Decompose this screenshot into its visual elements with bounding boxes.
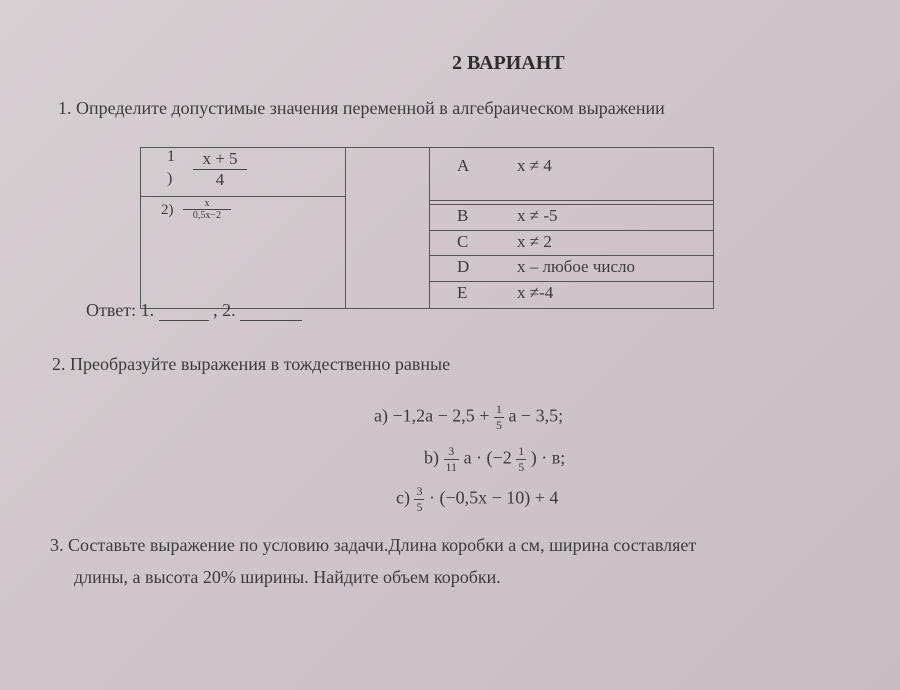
item2-fraction [183,198,231,221]
variant-title: 2 ВАРИАНТ [452,52,565,74]
option-letter: C [457,232,469,251]
table-divider [141,196,345,197]
answer-blank-1[interactable] [159,320,209,321]
task1-text: 1. Определите допустимые значения переменной в алгебраическом выражении [58,98,665,118]
task2-text: 2. Преобразуйте выражения в тождественно равные [52,354,451,374]
expr-a-label: a) [374,405,388,426]
expression-b [424,444,565,475]
task3-text-line1: 3. Составьте выражение по условию задачи.Длина коробки a см, ширина составляет [50,535,697,555]
table-divider [429,148,430,308]
expr-c-frac-num: 3 [416,484,423,498]
expr-b-mid: a · (−2 [463,447,512,468]
table-divider [429,200,713,201]
expr-a-end: a − 3,5; [508,405,564,426]
expr-c-label: c) [396,487,410,508]
answer-label: Ответ: 1. [86,300,155,320]
item1-marker: ) [167,170,173,187]
table-divider [429,281,713,282]
expr-b-mixed-num: 1 [518,444,525,458]
option-letter: B [457,206,469,225]
expr-b-frac-num: 3 [444,444,460,460]
option-condition: x – любое число [517,257,636,276]
answer-separator: , 2. [213,300,236,320]
expr-a-frac-num: 1 [495,402,502,416]
table-divider [429,204,713,205]
expr-b-mixed-den: 5 [518,460,525,474]
expr-a-frac-den: 5 [495,418,502,432]
option-letter: E [457,283,468,302]
item1-fraction [193,149,247,190]
table-divider [429,255,713,256]
answer-blank-2[interactable] [240,320,302,321]
option-condition: x ≠ -5 [517,206,558,225]
option-letter: D [457,257,470,276]
expr-b-end: ) · в; [530,447,566,468]
option-condition: x ≠ 2 [517,232,552,251]
matching-table [140,147,714,309]
expr-a-start: −1,2a − 2,5 + [392,405,490,426]
option-condition: x ≠ 4 [517,156,552,175]
answer-line [86,300,302,321]
expr-b-frac-den: 11 [445,460,458,474]
item2-denominator: 0,5x−2 [192,210,222,221]
item2-marker: 2) [161,202,174,218]
item2-numerator: x [183,198,231,210]
expression-c [396,484,558,515]
expr-b-label: b) [424,447,439,468]
option-condition: x ≠-4 [517,283,554,302]
item1-numerator: x + 5 [193,149,247,170]
table-divider [345,148,346,308]
expression-a [374,402,563,433]
table-divider [429,230,713,231]
task3-text-line2: длины, а высота 20% ширины. Найдите объем коробки. [74,567,501,587]
expr-c-end: · (−0,5x − 10) + 4 [428,487,559,508]
item1-marker: 1 [167,148,175,165]
option-letter: A [457,156,470,175]
expr-c-frac-den: 5 [416,500,423,514]
item1-denominator: 4 [215,170,225,189]
